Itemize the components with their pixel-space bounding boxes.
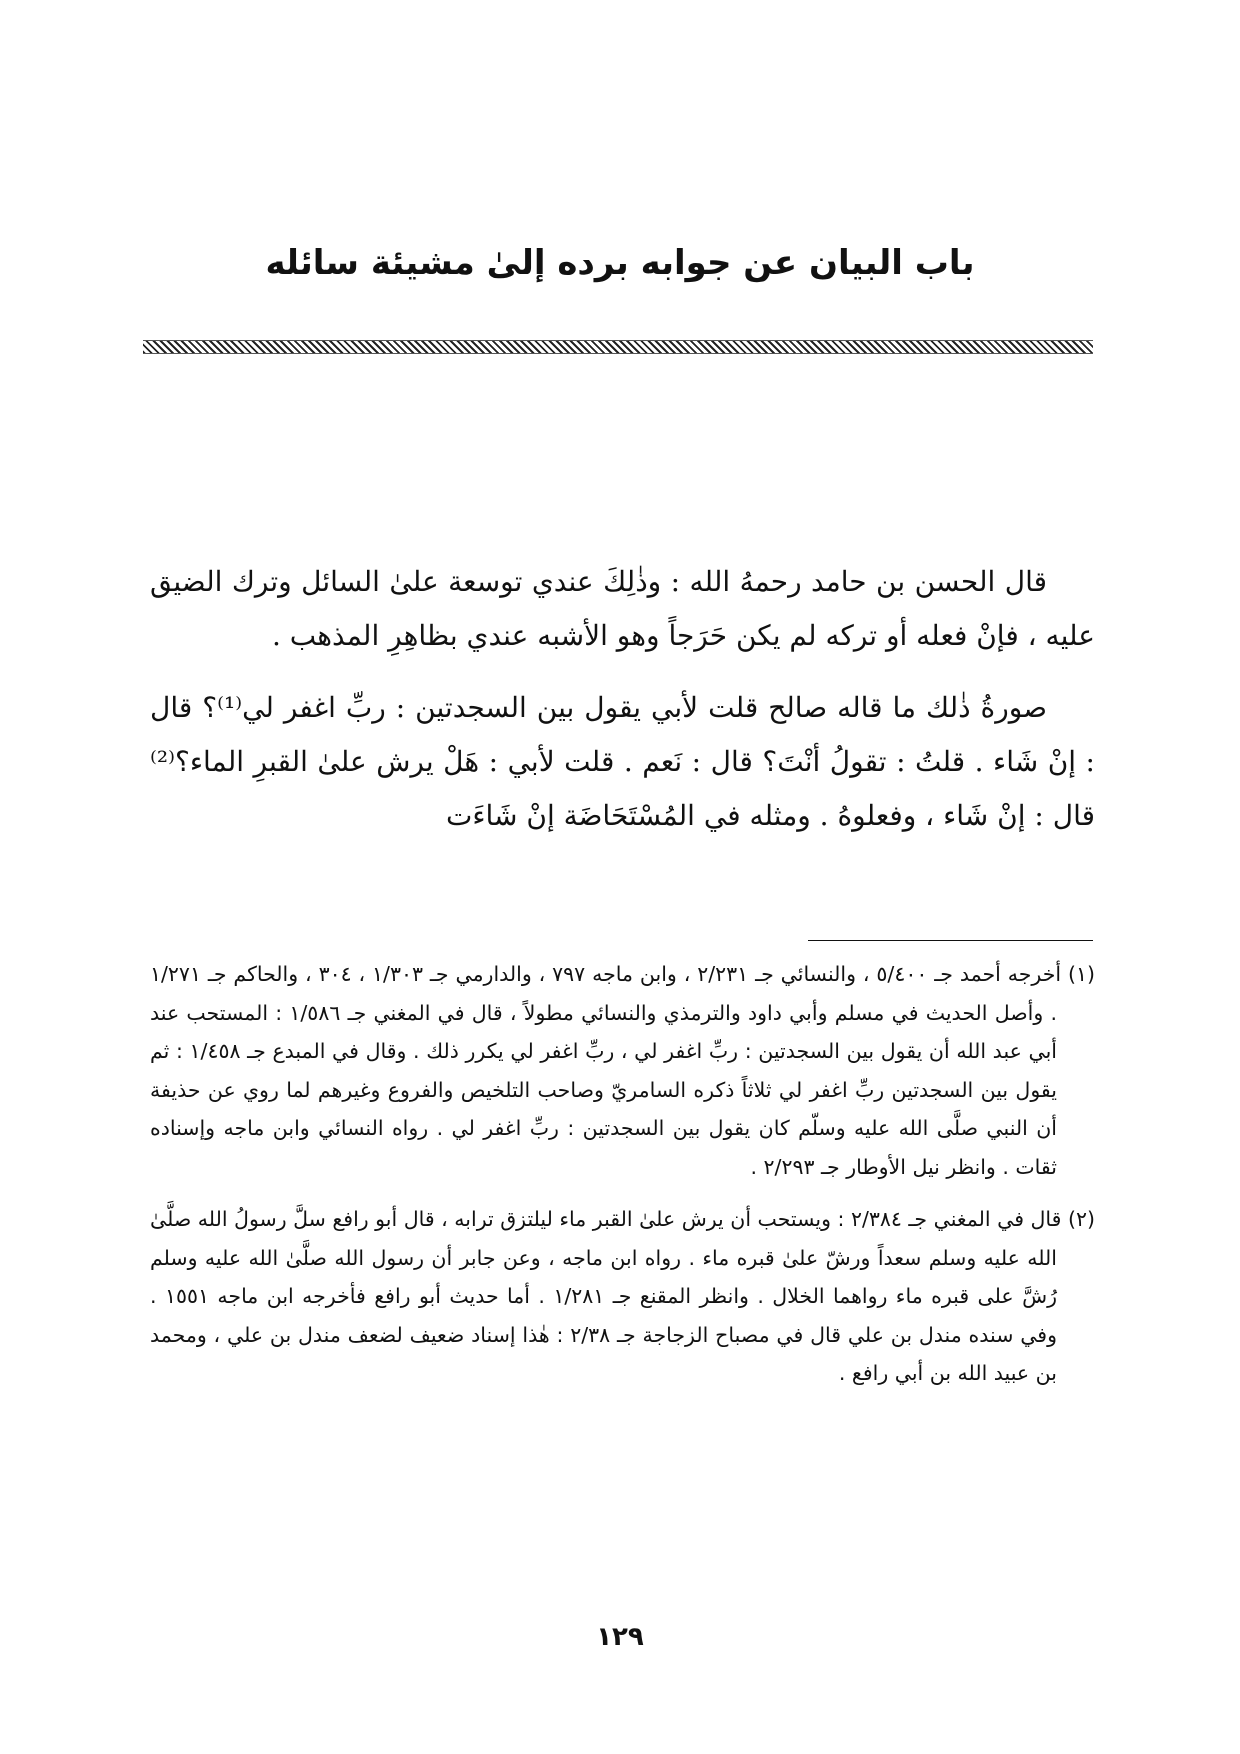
- page-number: ١٢٩: [596, 1622, 644, 1652]
- main-text: [150, 555, 1095, 861]
- decorative-divider: [143, 340, 1093, 354]
- footnotes: [150, 955, 1095, 1407]
- footnote-1: (١) أخرجه أحمد جـ ٥/٤٠٠ ، والنسائي جـ ٢/٢٣١ ، وابن ماجه ٧٩٧ ، والدارمي جـ ١/٣٠٣ ، ٣٠٤ ، والحاكم جـ ١/٢٧١ . وأصل الحديث في مسلم وأبي داود والترمذي والنسائي مطولاً ، قال في المغني جـ ١/٥٨٦ : المستحب عند أبي عبد الله أن يقول بين السجدتين : ربِّ اغفر لي ، ربِّ اغفر لي يكرر ذلك . وقال في المبدع جـ ١/٤٥٨ : ثم يقول بين السجدتين ربِّ اغفر لي ثلاثاً ذكره السامريّ وصاحب التلخيص والفروع وغيرهم لما روي عن حذيفة أن النبي صلَّى الله عليه وسلّم كان يقول بين السجدتين : ربِّ اغفر لي . رواه النسائي وابن ماجه وإسناده ثقات . وانظر نيل الأوطار جـ ٢/٢٩٣ .: [150, 962, 1095, 1179]
- chapter-title: باب البيان عن جوابه برده إلىٰ مشيئة سائله: [265, 243, 975, 283]
- paragraph: قال الحسن بن حامد رحمهُ الله : وذٰلِكَ عندي توسعة علىٰ السائل وترك الضيق عليه ، فإنْ فعله أو تركه لم يكن حَرَجاً وهو الأشبه عندي بظاهِرِ المذهب .: [150, 565, 1095, 652]
- footnote-2: (٢) قال في المغني جـ ٢/٣٨٤ : ويستحب أن يرش علىٰ القبر ماء ليلتزق ترابه ، قال أبو رافع سلَّ رسولُ الله صلَّىٰ الله عليه وسلم سعداً ورشّ علىٰ قبره ماء . رواه ابن ماجه ، وعن جابر أن رسول الله صلَّىٰ الله عليه وسلم رُشَّ على قبره ماء رواهما الخلال . وانظر المقنع جـ ١/٢٨١ . أما حديث أبو رافع فأخرجه ابن ماجه ١٥٥١ . وفي سنده مندل بن علي قال في مصباح الزجاجة جـ ٢/٣٨ : هٰذا إسناد ضعيف لضعف مندل بن علي ، ومحمد بن عبيد الله بن أبي رافع .: [150, 1207, 1095, 1385]
- paragraph: صورةُ ذٰلك ما قاله صالح قلت لأبي يقول بين السجدتين : ربِّ اغفر لي⁽¹⁾؟ قال : إنْ شَاء . قلتُ : تقولُ أنْتَ؟ قال : نَعم . قلت لأبي : هَلْ يرش علىٰ القبرِ الماء؟⁽²⁾ قال : إنْ شَاء ، وفعلوهُ . ومثله في المُسْتَحَاضَة إنْ شَاءَت: [150, 691, 1095, 832]
- footnote-separator: [808, 940, 1093, 941]
